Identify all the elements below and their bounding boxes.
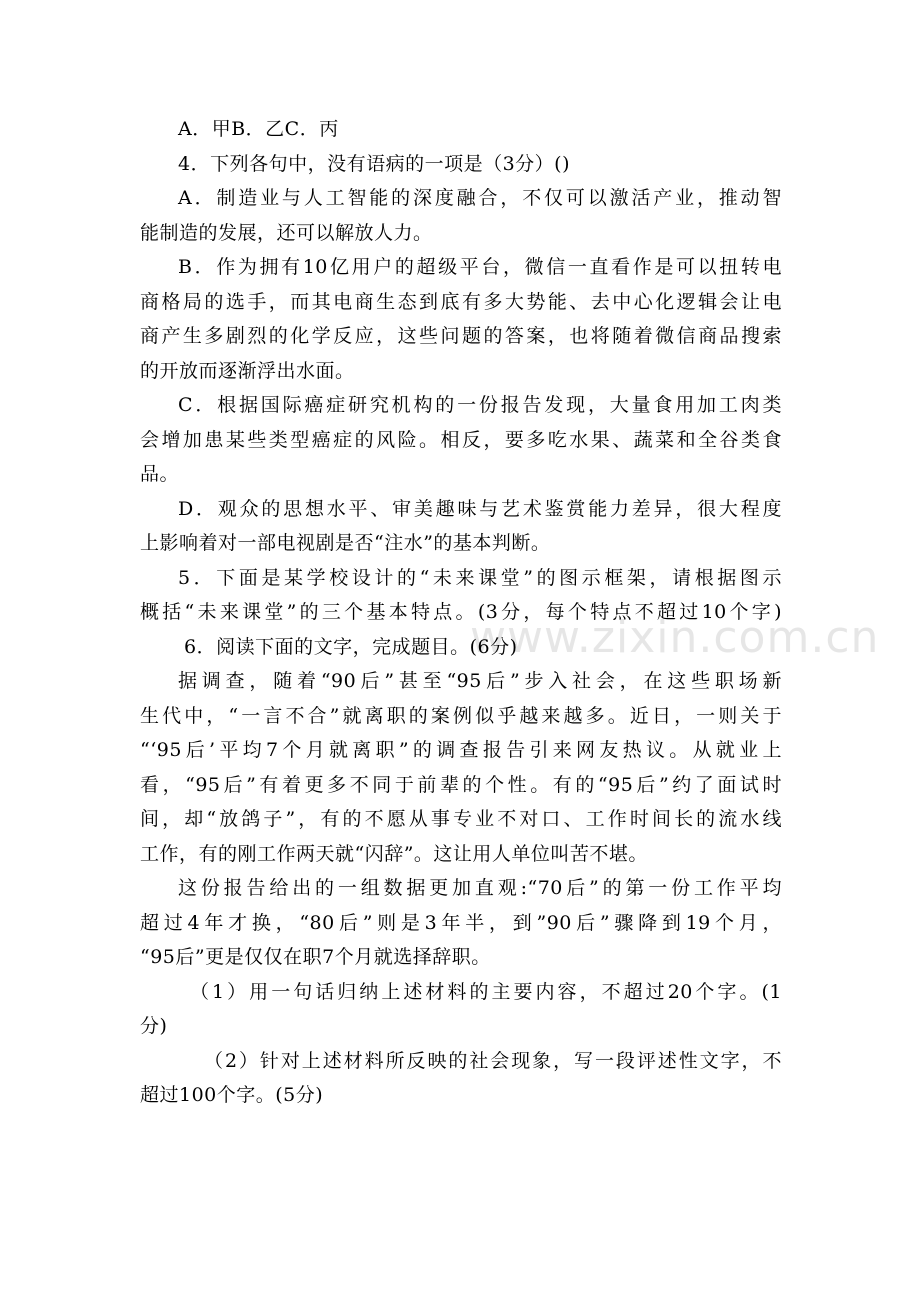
q4-option-d-line2: 上影响着对一部电视剧是否“注水”的基本判断。 [140, 532, 551, 554]
passage-p1-line1: 据调查，随着“90后”甚至“95后”步入社会，在这些职场新 [178, 670, 782, 692]
q6-stem: 6．阅读下面的文字，完成题目。(6分) [184, 635, 518, 658]
passage-p1-line5: 间，却“放鸽子”，有的不愿从事专业不对口、工作时间长的流水线 [140, 808, 782, 830]
q4-option-b-line1: B．作为拥有10亿用户的超级平台，微信一直看作是可以扭转电 [178, 256, 782, 278]
q6-sub1-line1: （1）用一句话归纳上述材料的主要内容，不超过20个字。(1 [190, 980, 782, 1003]
document-page [140, 112, 782, 1113]
q4-option-c-line3: 品。 [140, 463, 180, 485]
q6-sub1-line2: 分) [140, 1015, 168, 1037]
passage-p2-line1: 这份报告给出的一组数据更加直观:“70后”的第一份工作平均 [178, 877, 782, 899]
q4-option-b-line3: 商产生多剧烈的化学反应，这些问题的答案，也将随着微信商品搜索 [140, 325, 782, 347]
passage-p2-line3: “95后”更是仅仅在职7个月就选择辞职。 [140, 946, 491, 968]
q6-sub2-line1: （2）针对上述材料所反映的社会现象，写一段评述性文字，不 [204, 1049, 782, 1072]
q4-option-d-line1: D．观众的思想水平、审美趣味与艺术鉴赏能力差异，很大程度 [178, 497, 782, 520]
q5-stem-line2: 概括“未来课堂”的三个基本特点。(3分，每个特点不超过10个字) [140, 601, 782, 623]
passage-p1-line2: 生代中，“一言不合”就离职的案例似乎越来越多。近日，一则关于 [140, 704, 782, 727]
watermark: www.zixin.com.cn [470, 612, 880, 663]
passage-p1-line3: “‘95后’平均7个月就离职”的调查报告引来网友热议。从就业上 [140, 739, 782, 761]
q6-sub2-line2: 超过100个字。(5分) [140, 1084, 324, 1106]
q4-option-b-line2: 商格局的选手，而其电商生态到底有多大势能、去中心化逻辑会让电 [140, 290, 782, 313]
q3-options: A．甲B．乙C．丙 [178, 118, 339, 140]
passage-p2-line2: 超过4年才换，“80后”则是3年半，到”90后”骤降到19个月， [140, 911, 782, 934]
passage-p1-line6: 工作，有的刚工作两天就“闪辞”。这让用人单位叫苦不堪。 [140, 842, 648, 865]
q4-option-a-line1: A．制造业与人工智能的深度融合，不仅可以激活产业，推动智 [178, 187, 782, 209]
q4-option-c-line2: 会增加患某些类型癌症的风险。相反，要多吃水果、蔬菜和全谷类食 [140, 428, 782, 451]
q4-stem: 4．下列各句中，没有语病的一项是（3分）() [178, 152, 571, 175]
passage-p1-line4: 看，“95后”有着更多不同于前辈的个性。有的“95后”约了面试时 [140, 773, 782, 796]
q5-stem-line1: 5．下面是某学校设计的“未来课堂”的图示框架，请根据图示 [178, 566, 782, 589]
q4-option-b-line4: 的开放而逐渐浮出水面。 [140, 359, 355, 382]
q4-option-a-line2: 能制造的发展，还可以解放人力。 [140, 221, 433, 244]
q4-option-c-line1: C．根据国际癌症研究机构的一份报告发现，大量食用加工肉类 [178, 394, 782, 416]
